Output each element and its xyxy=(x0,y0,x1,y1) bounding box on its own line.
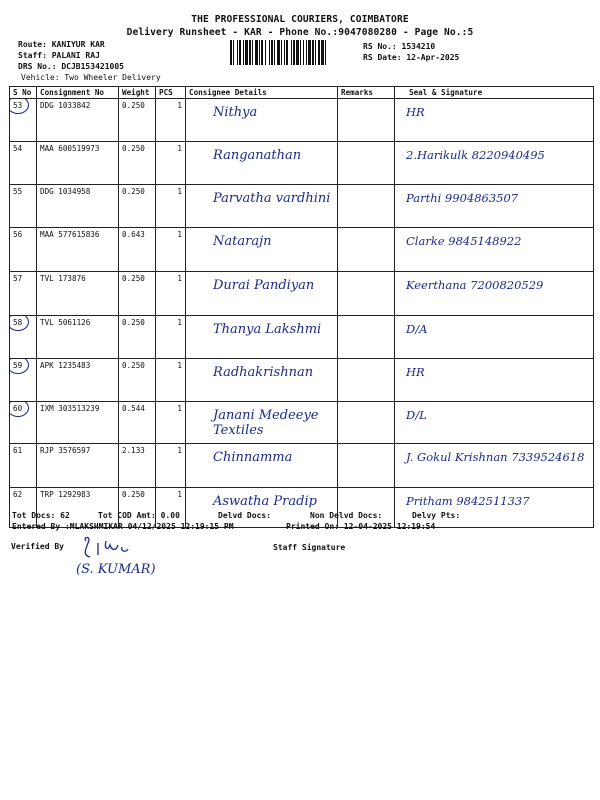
runsheet-title: Delivery Runsheet - KAR - Phone No.:9047080280 - Page No.:5 xyxy=(126,27,474,38)
verifier-name-handwritten: (S. KUMAR) xyxy=(76,562,156,577)
row-sno: 55 xyxy=(10,185,37,228)
row-consignee xyxy=(186,402,338,444)
barcode-bar xyxy=(243,40,244,65)
consignee-handwriting: Natarajn xyxy=(213,234,272,249)
row-sno: 58 xyxy=(10,316,37,359)
row-sno: 54 xyxy=(10,142,37,185)
barcode-bar xyxy=(252,40,253,65)
delivery-points: Delvy Pts: xyxy=(412,511,461,520)
circled-mark-icon xyxy=(10,316,30,332)
barcode-bar xyxy=(296,40,299,65)
row-weight: 0.250 xyxy=(119,359,156,402)
row-sno: 57 xyxy=(10,272,37,316)
printed-on: Printed On: 12-04-2025 12:19:54 xyxy=(286,522,436,531)
row-pcs: 1 xyxy=(156,228,186,272)
row-remarks xyxy=(338,359,395,402)
signature-handwriting: HR xyxy=(406,105,425,119)
col-consignee: Consignee Details xyxy=(186,87,338,99)
barcode-bar xyxy=(325,40,326,65)
row-weight: 0.544 xyxy=(119,402,156,444)
barcode-bar xyxy=(286,40,288,65)
row-signature xyxy=(395,316,594,359)
row-consignee xyxy=(186,228,338,272)
row-weight: 0.250 xyxy=(119,142,156,185)
consignee-handwriting: Nithya xyxy=(213,105,258,120)
barcode-bar xyxy=(291,40,292,65)
barcode-bar xyxy=(312,40,314,65)
verifier-signature xyxy=(78,533,138,563)
col-weight: Weight xyxy=(119,87,156,99)
col-consignment: Consignment No xyxy=(37,87,119,99)
barcode-bar xyxy=(306,40,307,65)
signature-handwriting: HR xyxy=(406,365,425,379)
row-remarks xyxy=(338,316,395,359)
row-pcs: 1 xyxy=(156,99,186,142)
entered-by: Entered By :MLAKSHMIKAR 04/12/2025 12:19:15 PM xyxy=(12,522,234,531)
delivered-docs: Delvd Docs: xyxy=(218,511,271,520)
non-delivered-docs: Non Delvd Docs: xyxy=(310,511,383,520)
row-weight: 0.643 xyxy=(119,228,156,272)
signature-handwriting: D/L xyxy=(406,408,427,422)
staff-label: Staff: PALANI RAJ xyxy=(18,51,100,60)
table-row xyxy=(10,185,594,228)
barcode-bar xyxy=(249,40,251,65)
table-row xyxy=(10,316,594,359)
row-consignment-no: TVL 5061126 xyxy=(37,316,119,359)
row-consignment-no: RJP 3576597 xyxy=(37,444,119,488)
table-row xyxy=(10,359,594,402)
consignee-handwriting: Aswatha Pradip xyxy=(213,494,317,509)
row-sno: 60 xyxy=(10,402,37,444)
consignee-handwriting: Thanya Lakshmi xyxy=(213,322,322,337)
barcode-bar xyxy=(245,40,248,65)
row-remarks xyxy=(338,228,395,272)
row-remarks xyxy=(338,142,395,185)
barcode-bar xyxy=(284,40,285,65)
barcode-bar xyxy=(237,40,238,65)
barcode-bar xyxy=(308,40,311,65)
route-label: Route: KANIYUR KAR xyxy=(18,40,105,49)
row-remarks xyxy=(338,402,395,444)
row-remarks xyxy=(338,185,395,228)
barcode-bar xyxy=(230,40,232,65)
consignee-handwriting: Ranganathan xyxy=(213,148,302,163)
row-signature xyxy=(395,99,594,142)
row-consignment-no: MAA 600519973 xyxy=(37,142,119,185)
barcode-bar xyxy=(265,40,266,65)
row-pcs: 1 xyxy=(156,359,186,402)
row-consignment-no: TVL 173876 xyxy=(37,272,119,316)
row-signature xyxy=(395,402,594,444)
barcode-bar xyxy=(321,40,324,65)
row-consignment-no: APK 1235483 xyxy=(37,359,119,402)
col-pcs: PCS xyxy=(156,87,186,99)
row-weight: 0.250 xyxy=(119,488,156,528)
barcode-bar xyxy=(239,40,241,65)
row-signature xyxy=(395,142,594,185)
row-consignment-no: DDG 1034958 xyxy=(37,185,119,228)
col-sno: S No xyxy=(10,87,37,99)
row-weight: 0.250 xyxy=(119,185,156,228)
row-remarks xyxy=(338,99,395,142)
barcode-bar xyxy=(261,40,263,65)
row-consignee xyxy=(186,185,338,228)
barcode-bar xyxy=(300,40,301,65)
table-row xyxy=(10,272,594,316)
circled-mark-icon xyxy=(10,402,30,418)
barcode-bar xyxy=(233,40,234,65)
consignee-handwriting: Radhakrishnan xyxy=(213,365,314,380)
table-row xyxy=(10,99,594,142)
consignee-handwriting: Janani Medeeye Textiles xyxy=(213,408,319,438)
consignee-handwriting: Parvatha vardhini xyxy=(213,191,331,206)
signature-handwriting: D/A xyxy=(406,322,428,336)
row-weight: 0.250 xyxy=(119,272,156,316)
row-pcs: 1 xyxy=(156,185,186,228)
barcode-bar xyxy=(293,40,295,65)
drs-label: DRS No.: DCJB153421005 xyxy=(18,62,124,71)
row-consignee xyxy=(186,99,338,142)
signature-handwriting: Parthi 9904863507 xyxy=(406,191,519,205)
row-consignee xyxy=(186,142,338,185)
row-signature xyxy=(395,444,594,488)
row-signature xyxy=(395,359,594,402)
row-sno: 61 xyxy=(10,444,37,488)
rs-date: RS Date: 12-Apr-2025 xyxy=(363,53,460,62)
table-row xyxy=(10,402,594,444)
barcode-bar xyxy=(271,40,273,65)
barcode-bar xyxy=(259,40,260,65)
row-pcs: 1 xyxy=(156,402,186,444)
table-header-row xyxy=(10,87,594,99)
company-title: THE PROFESSIONAL COURIERS, COIMBATORE xyxy=(191,14,409,25)
barcode-bar xyxy=(274,40,275,65)
row-consignee xyxy=(186,316,338,359)
consignee-handwriting: Durai Pandiyan xyxy=(213,278,315,293)
row-remarks xyxy=(338,272,395,316)
barcode-bar xyxy=(303,40,304,65)
barcode-bar xyxy=(255,40,258,65)
signature-handwriting: Keerthana 7200820529 xyxy=(406,278,544,292)
row-weight: 0.250 xyxy=(119,99,156,142)
circled-mark-icon xyxy=(10,359,30,375)
row-sno: 62 xyxy=(10,488,37,528)
barcode-bar xyxy=(277,40,280,65)
vehicle-label: Vehicle: Two Wheeler Delivery xyxy=(21,73,161,82)
row-remarks xyxy=(338,444,395,488)
table-row xyxy=(10,444,594,488)
row-consignee xyxy=(186,272,338,316)
table-row xyxy=(10,228,594,272)
row-consignee xyxy=(186,359,338,402)
barcode xyxy=(230,40,353,65)
signature-handwriting: J. Gokul Krishnan 7339524618 xyxy=(406,450,585,464)
row-consignment-no: MAA 577615836 xyxy=(37,228,119,272)
row-pcs: 1 xyxy=(156,488,186,528)
row-signature xyxy=(395,228,594,272)
barcode-bar xyxy=(318,40,320,65)
circled-mark-icon xyxy=(10,99,30,115)
row-signature xyxy=(395,185,594,228)
row-weight: 0.250 xyxy=(119,316,156,359)
staff-signature-label: Staff Signature xyxy=(273,543,346,552)
total-cod-amount: Tot COD Amt: 0.00 xyxy=(98,511,180,520)
row-pcs: 1 xyxy=(156,142,186,185)
row-pcs: 1 xyxy=(156,444,186,488)
row-weight: 2.133 xyxy=(119,444,156,488)
verified-by-label: Verified By xyxy=(11,542,64,551)
row-consignment-no: TRP 1292983 xyxy=(37,488,119,528)
row-pcs: 1 xyxy=(156,316,186,359)
row-sno: 59 xyxy=(10,359,37,402)
signature-handwriting: Clarke 9845148922 xyxy=(406,234,522,248)
col-remarks: Remarks xyxy=(338,87,395,99)
row-signature xyxy=(395,272,594,316)
row-consignee xyxy=(186,444,338,488)
table-row xyxy=(10,142,594,185)
total-docs: Tot Docs: 62 xyxy=(12,511,70,520)
rs-number: RS No.: 1534210 xyxy=(363,42,436,51)
consignee-handwriting: Chinnamma xyxy=(213,450,293,465)
barcode-bar xyxy=(281,40,282,65)
row-pcs: 1 xyxy=(156,272,186,316)
signature-handwriting: 2.Harikulk 8220940495 xyxy=(406,148,545,162)
row-sno: 53 xyxy=(10,99,37,142)
row-sno: 56 xyxy=(10,228,37,272)
col-seal-signature: Seal & Signature xyxy=(395,87,594,99)
signature-handwriting: Pritham 9842511337 xyxy=(406,494,530,508)
barcode-bar xyxy=(269,40,270,65)
barcode-bar xyxy=(315,40,316,65)
row-consignment-no: DDG 1033842 xyxy=(37,99,119,142)
runsheet-table xyxy=(9,86,594,528)
row-consignment-no: IXM 303513239 xyxy=(37,402,119,444)
